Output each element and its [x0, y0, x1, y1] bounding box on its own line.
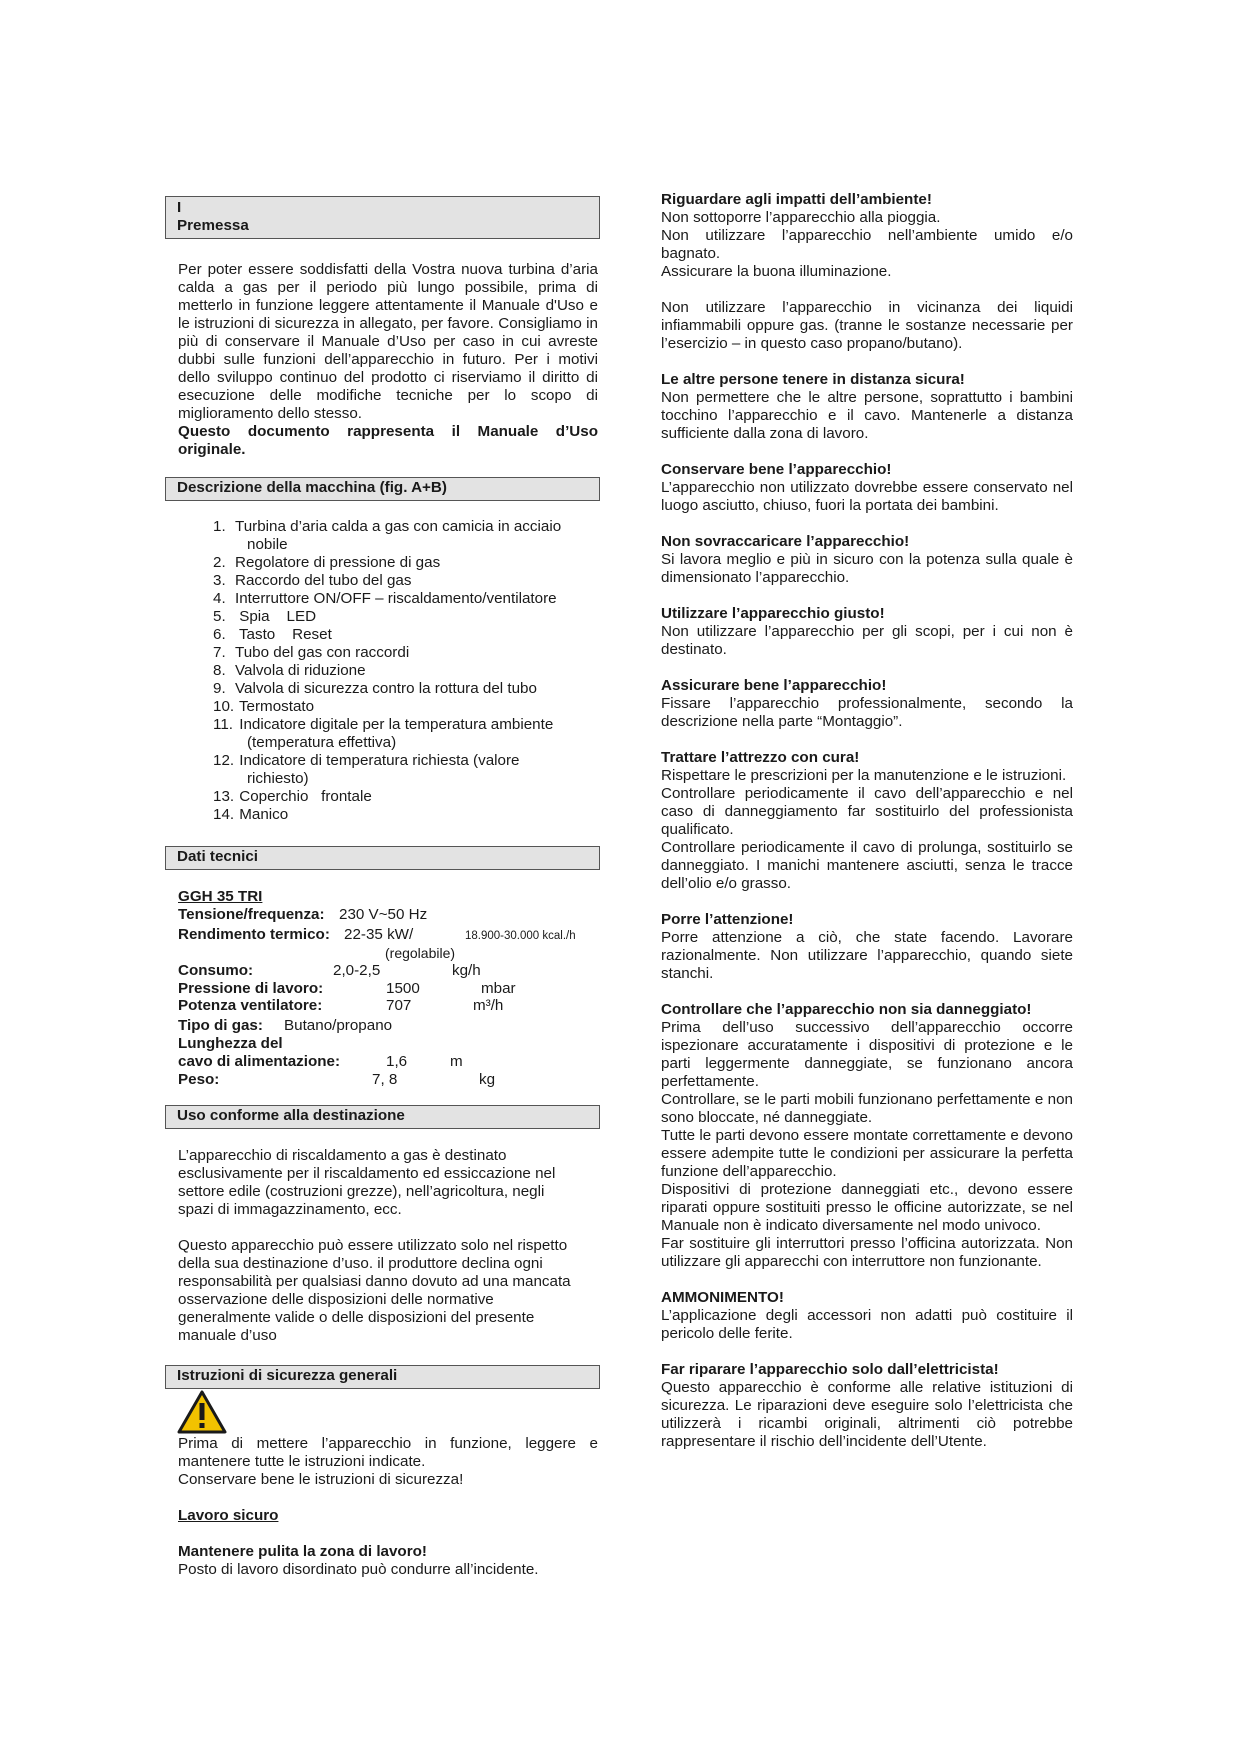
spec-label: Tipo di gas:: [178, 1017, 263, 1034]
item-number: 12.: [213, 752, 235, 769]
section-paragraph: Fissare l’apparecchio professionalmente, secondo la descrizione nella parte “Montaggio”.: [661, 695, 1073, 730]
item-text: Regolatore di pressione di gas: [235, 554, 441, 571]
spec-label: cavo di alimentazione:: [178, 1053, 341, 1070]
spec-value: Butano/propano: [284, 1017, 393, 1034]
uso-section: [178, 1147, 576, 1345]
section-paragraph: Questo apparecchio è conforme alle relative istituzioni di sicurezza. Le riparazioni deve eseguire solo l’elettricista che utilizzerà i ricambi originali, altrimenti ciò potrebbe rappresentare il rischio dell’incidente dell’Utente.: [661, 1379, 1073, 1450]
spec-label: Rendimento termico:: [178, 926, 330, 943]
section-paragraph: Dispositivi di protezione danneggiati etc., devono essere riparati oppure sostituiti presso le officine autorizzate, se nel Manuale non è indicato diversamente nel modo univoco.: [661, 1181, 1073, 1234]
lavoro-sicuro-heading: Lavoro sicuro: [178, 1507, 279, 1524]
item-text: Turbina d’aria calda a gas con camicia in acciaio: [235, 518, 562, 535]
section-heading: Trattare l’attrezzo con cura!: [661, 749, 860, 766]
item-number: 1.: [213, 518, 226, 535]
safety-section: [661, 749, 1073, 893]
safety-section: [661, 677, 1073, 731]
section-paragraph: Far sostituire gli interruttori presso l’officina autorizzata. Non utilizzare gli apparecchi con interruttore non funzionante.: [661, 1235, 1073, 1270]
section-heading: Riguardare agli impatti dell’ambiente!: [661, 191, 932, 208]
spec-unit: m: [450, 1053, 463, 1070]
item-text: Manico: [235, 806, 289, 823]
section-paragraph: Non sottoporre l’apparecchio alla pioggia.: [661, 209, 941, 226]
item-text: Spia LED: [235, 608, 317, 625]
safety-section: [661, 371, 1073, 443]
safety-section: [661, 1289, 1073, 1343]
sicurezza-title: Istruzioni di sicurezza generali: [177, 1367, 398, 1384]
parts-list-item: [213, 644, 593, 662]
descrizione-title: Descrizione della macchina (fig. A+B): [177, 479, 447, 496]
spec-note: (regolabile): [385, 945, 456, 961]
item-text: Indicatore di temperatura richiesta (valore: [235, 752, 520, 769]
language-code: I: [177, 199, 182, 216]
section-paragraph: Porre attenzione a ciò, che state facendo. Lavorare razionalmente. Non utilizzare l’apparecchio, quando siete stanchi.: [661, 929, 1073, 982]
premessa-text: Per poter essere soddisfatti della Vostra nuova turbina d’aria calda a gas per il periodo più lungo possibile, prima di metterlo in funzione leggere attentamente il Manuale d'Uso e le istruzioni di sicurezza in allegato, per favore. Consigliamo in più di conservare il Manuale d’Uso per caso in cui avreste dubbi sulle funzioni dell’apparecchio in futuro. Per i motivi dello sviluppo continuo del prodotto ci riserviamo il diritto di esecuzione delle modifiche tecniche per lo scopo di miglioramento dello stesso.: [178, 261, 598, 422]
sicurezza-header: [165, 1365, 600, 1389]
uso-title: Uso conforme alla destinazione: [177, 1107, 405, 1124]
premessa-section: [178, 261, 598, 459]
item-number: 2.: [213, 554, 226, 571]
parts-list-item: [213, 590, 593, 608]
spec-label: Pressione di lavoro:: [178, 980, 324, 997]
section-paragraph: Non permettere che le altre persone, soprattutto i bambini tocchino l’apparecchio e il cavo. Mantenerle a distanza sufficiente dalla zona di lavoro.: [661, 389, 1073, 442]
parts-list-item: [213, 680, 593, 698]
parts-list-item: [213, 626, 593, 644]
item-text: Valvola di sicurezza contro la rottura del tubo: [235, 680, 537, 697]
item-number: 3.: [213, 572, 226, 589]
safety-section: [661, 299, 1073, 353]
parts-list-item: [213, 554, 593, 572]
safety-section: [661, 1361, 1073, 1451]
item-number: 6.: [213, 626, 226, 643]
item-number: 14.: [213, 806, 235, 823]
section-paragraph: Non utilizzare l’apparecchio per gli scopi, per i cui non è destinato.: [661, 623, 1073, 658]
section-heading: Utilizzare l’apparecchio giusto!: [661, 605, 885, 622]
section-paragraph: Controllare periodicamente il cavo di prolunga, sostituirlo se danneggiato. I manichi mantenere asciutti, senza le tracce dell’olio e/o grasso.: [661, 839, 1073, 892]
sicurezza-section: [178, 1435, 598, 1579]
model-name: GGH 35 TRI: [178, 888, 263, 905]
section-paragraph: Tutte le parti devono essere montate correttamente e devono essere adempite tutte le condizioni per assicurare la perfetta funzione dell’apparecchio.: [661, 1127, 1073, 1180]
item-number: 4.: [213, 590, 226, 607]
pulita-heading: Mantenere pulita la zona di lavoro!: [178, 1543, 427, 1560]
section-paragraph: Si lavora meglio e più in sicuro con la potenza sulla quale è dimensionato l’apparecchio.: [661, 551, 1073, 586]
spec-unit: kg/h: [452, 962, 481, 979]
sicurezza-paragraph: Conservare bene le istruzioni di sicurezza!: [178, 1471, 464, 1488]
section-paragraph: Non utilizzare l’apparecchio nell’ambiente umido e/o bagnato.: [661, 227, 1073, 262]
section-heading: AMMONIMENTO!: [661, 1289, 784, 1306]
premessa-title: Premessa: [177, 217, 249, 234]
safety-section: [661, 461, 1073, 515]
spec-value: 22-35 kW/: [344, 926, 414, 943]
spec-value: 1500: [386, 980, 420, 997]
parts-list-item: [213, 788, 593, 806]
section-paragraph: L’applicazione degli accessori non adatti può costituire il pericolo delle ferite.: [661, 1307, 1073, 1342]
section-heading: Far riparare l’apparecchio solo dall’elettricista!: [661, 1361, 999, 1378]
safety-section: [661, 533, 1073, 587]
parts-list-item: [213, 608, 593, 626]
item-text-continuation: nobile: [247, 536, 288, 553]
spec-unit: kg: [479, 1071, 496, 1088]
spec-label: Consumo:: [178, 962, 254, 979]
spec-value: 7, 8: [372, 1071, 398, 1088]
parts-list-item: [213, 806, 593, 824]
item-number: 5.: [213, 608, 226, 625]
spec-label: Lunghezza del: [178, 1035, 283, 1052]
item-number: 13.: [213, 788, 235, 805]
item-number: 10.: [213, 698, 235, 715]
section-paragraph: Controllare periodicamente il cavo dell’apparecchio e nel caso di danneggiamento far sostituirlo del professionista qualificato.: [661, 785, 1073, 838]
spec-value: 1,6: [386, 1053, 408, 1070]
section-paragraph: L’apparecchio non utilizzato dovrebbe essere conservato nel luogo asciutto, chiuso, fuori la portata dei bambini.: [661, 479, 1073, 514]
parts-list-item: [213, 662, 593, 680]
parts-list-item: [213, 518, 593, 554]
parts-list: [213, 518, 593, 824]
spec-label: Peso:: [178, 1071, 220, 1088]
dati-header: [165, 846, 600, 870]
section-paragraph: Assicurare la buona illuminazione.: [661, 263, 892, 280]
parts-list-item: [213, 572, 593, 590]
spec-unit: mbar: [481, 980, 516, 997]
uso-paragraph: Questo apparecchio può essere utilizzato solo nel rispetto della sua destinazione d’uso. il produttore declina ogni responsabilità per qualsiasi danno dovuto ad una mancata osservazione delle disposizioni delle normative generalmente valide o delle disposizioni del presente manuale d’uso: [178, 1237, 571, 1344]
sicurezza-paragraph: Prima di mettere l’apparecchio in funzione, leggere e mantenere tutte le istruzioni indicate.: [178, 1435, 598, 1470]
item-text: Tasto Reset: [235, 626, 332, 643]
item-number: 8.: [213, 662, 226, 679]
premessa-bold-text: Questo documento rappresenta il Manuale d’Uso originale.: [178, 423, 598, 458]
section-paragraph: Prima dell’uso successivo dell’apparecchio occorre ispezionare accuratamente i dispositivi di protezione e le parti leggermente danneggiate, se funzionano ancora perfettamente.: [661, 1019, 1073, 1090]
section-paragraph: Rispettare le prescrizioni per la manutenzione e le istruzioni.: [661, 767, 1067, 784]
section-heading: Conservare bene l’apparecchio!: [661, 461, 892, 478]
section-heading: Porre l’attenzione!: [661, 911, 794, 928]
safety-instructions-column: [661, 191, 1073, 1451]
uso-paragraph: L’apparecchio di riscaldamento a gas è destinato esclusivamente per il riscaldamento ed essiccazione nel settore edile (costruzioni grezze), nell’agricoltura, negli spazi di immagazzinamento, ecc.: [178, 1147, 556, 1218]
item-text: Tubo del gas con raccordi: [235, 644, 410, 661]
warning-triangle-icon: [177, 1390, 227, 1434]
item-text-continuation: (temperatura effettiva): [247, 734, 397, 751]
pulita-text: Posto di lavoro disordinato può condurre all’incidente.: [178, 1561, 539, 1578]
spec-label: Tensione/frequenza:: [178, 906, 325, 923]
section-heading: Le altre persone tenere in distanza sicura!: [661, 371, 965, 388]
spec-value: 230 V~50 Hz: [339, 906, 428, 923]
safety-section: [661, 605, 1073, 659]
item-text: Coperchio frontale: [235, 788, 372, 805]
item-text: Termostato: [235, 698, 315, 715]
descrizione-header: [165, 477, 600, 501]
spec-unit: m³/h: [473, 997, 504, 1014]
item-number: 7.: [213, 644, 226, 661]
spec-value: 2,0-2,5: [333, 962, 381, 979]
parts-list-item: [213, 716, 593, 752]
item-number: 9.: [213, 680, 226, 697]
safety-section: [661, 1001, 1073, 1271]
item-text: Valvola di riduzione: [235, 662, 366, 679]
item-text-continuation: richiesto): [247, 770, 309, 787]
spec-label: Potenza ventilatore:: [178, 997, 323, 1014]
safety-section: [661, 911, 1073, 983]
parts-list-item: [213, 698, 593, 716]
dati-title: Dati tecnici: [177, 848, 259, 865]
item-text: Raccordo del tubo del gas: [235, 572, 412, 589]
item-text: Interruttore ON/OFF – riscaldamento/ventilatore: [235, 590, 557, 607]
item-text: Indicatore digitale per la temperatura ambiente: [235, 716, 554, 733]
section-heading: Controllare che l’apparecchio non sia danneggiato!: [661, 1001, 1032, 1018]
spec-value: 707: [386, 997, 412, 1014]
section-heading: Non sovraccaricare l’apparecchio!: [661, 533, 910, 550]
spec-value: 18.900-30.000 kcal./h: [465, 930, 576, 942]
premessa-header: [165, 196, 600, 239]
section-paragraph: Non utilizzare l’apparecchio in vicinanza dei liquidi infiammabili oppure gas. (tranne le sostanze necessarie per l’esercizio – in questo caso propano/butano).: [661, 299, 1073, 352]
parts-list-item: [213, 752, 593, 788]
uso-header: [165, 1105, 600, 1129]
item-number: 11.: [213, 716, 233, 733]
section-heading: Assicurare bene l’apparecchio!: [661, 677, 887, 694]
safety-section: [661, 191, 1073, 281]
section-paragraph: Controllare, se le parti mobili funzionano perfettamente e non sono bloccate, né danneggiate.: [661, 1091, 1073, 1126]
